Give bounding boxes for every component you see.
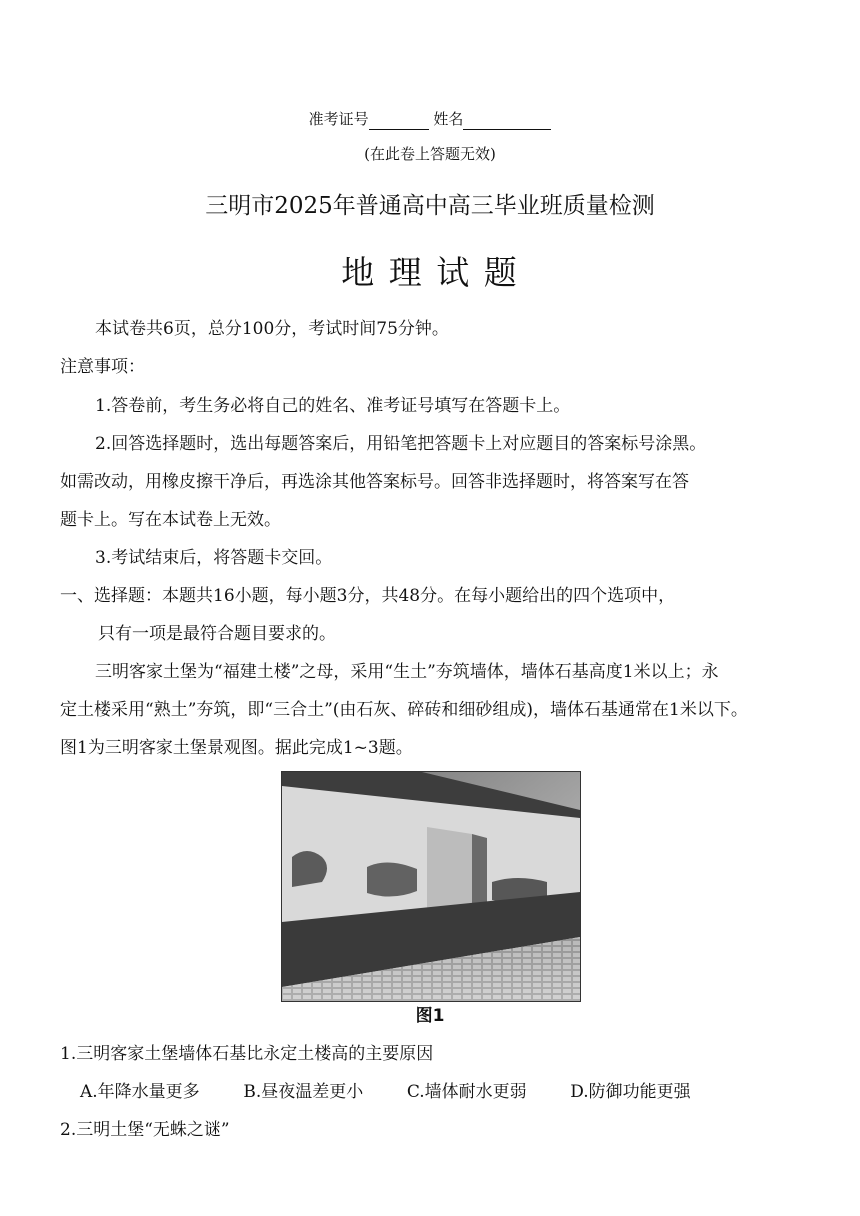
question-1-stem: 1.三明客家土堡墙体石基比永定土楼高的主要原因 — [60, 1044, 434, 1064]
notice-item-2-line-2: 如需改动，用橡皮擦干净后，再选涂其他答案标号。回答非选择题时，将答案写在答 — [60, 472, 689, 492]
name-label: 姓名 — [433, 110, 464, 128]
tubao-photo — [281, 771, 581, 1002]
option-b: B.昼夜温差更小 — [243, 1082, 364, 1102]
invalid-note: (在此卷上答题无效) — [364, 145, 496, 163]
option-a: A.年降水量更多 — [80, 1082, 200, 1102]
name-blank — [463, 111, 551, 130]
exam-header — [0, 108, 860, 130]
tubao-photo-drawing — [282, 772, 580, 1001]
option-c: C.墙体耐水更弱 — [406, 1082, 527, 1102]
exam-number-blank — [369, 111, 429, 130]
notice-item-2-line-3: 题卡上。写在本试卷上无效。 — [60, 510, 281, 530]
notice-item-1: 1.答卷前，考生务必将自己的姓名、准考证号填写在答题卡上。 — [95, 396, 571, 416]
figure-caption: 图1 — [415, 1006, 445, 1026]
subject-title: 地 理 试 题 — [341, 253, 519, 292]
question-2-stem: 2.三明土堡“无蛛之谜” — [60, 1120, 230, 1140]
passage-line-3: 图1为三明客家土堡景观图。据此完成1~3题。 — [60, 738, 413, 758]
exam-title: 三明市2025年普通高中高三毕业班质量检测 — [205, 193, 655, 219]
question-1-options — [80, 1081, 691, 1103]
option-d: D.防御功能更强 — [570, 1082, 691, 1102]
notice-item-2-line-1: 2.回答选择题时，选出每题答案后，用铅笔把答题卡上对应题目的答案标号涂黑。 — [95, 434, 707, 454]
exam-number-label: 准考证号 — [308, 110, 369, 128]
notice-item-3: 3.考试结束后，将答题卡交回。 — [95, 548, 333, 568]
passage-line-2: 定土楼采用“熟土”夯筑，即“三合土”(由石灰、碎砖和细砂组成)，墙体石基通常在1米以下。 — [60, 700, 748, 720]
passage-line-1: 三明客家土堡为“福建土楼”之母，采用“生土”夯筑墙体，墙体石基高度1米以上；永 — [95, 662, 719, 682]
notice-heading: 注意事项： — [60, 357, 145, 377]
section-1-heading: 一、选择题：本题共16小题，每小题3分，共48分。在每小题给出的四个选项中， — [60, 586, 676, 606]
intro-line: 本试卷共6页，总分100分，考试时间75分钟。 — [95, 319, 449, 339]
section-1-subheading: 只有一项是最符合题目要求的。 — [98, 624, 336, 644]
